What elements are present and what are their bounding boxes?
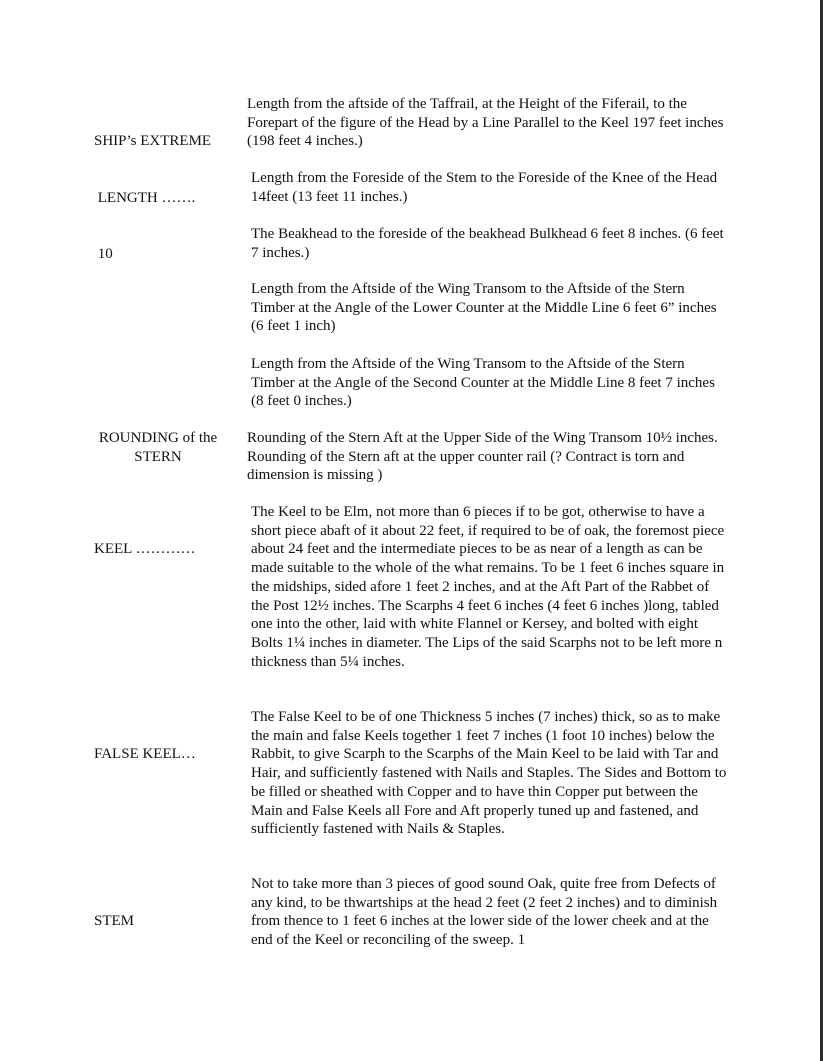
label-line: LENGTH …….	[94, 189, 196, 206]
label-line: STEM	[94, 913, 135, 930]
label-line: FALSE KEEL…	[94, 746, 196, 763]
label-line: 10	[94, 245, 113, 262]
entry-text: The Keel to be Elm, not more than 6 pieces if to be got, otherwise to have a short piece abaft of it about 22 feet, if required to be of oak, the foremost piece about 24 feet and the intermediate pieces to be as near of a length as can be made suitable to the whole of the what remains. To be 1 feet 6 inches square in the midships, sided afore 1 feet 2 inches, and at the Aft Part of the Rabbet of the Post 12½ inches. The Scarphs 4 feet 6 inches (4 feet 6 inches )long, tabled one into the other, laid with white Flannel or Kersey, and bolted with eight Bolts 1¼ inches in diameter. The Lips of the said Scarphs not to be left more n thickness than 5¼ inches.	[251, 504, 725, 670]
entry-text: The Beakhead to the foreside of the beakhead Bulkhead 6 feet 8 inches. (6 feet 7 inches.)	[251, 226, 724, 261]
label-line: ROUNDING of the	[98, 430, 218, 446]
entry-text: Length from the Foreside of the Stem to the Foreside of the Knee of the Head 14feet (13 feet 11 inches.)	[251, 170, 718, 205]
entry-text: The False Keel to be of one Thickness 5 inches (7 inches) thick, so as to make the main and false Keels together 1 feet 7 inches (1 foot 10 inches) below the Rabbit, to give Scarph to the Scarphs of the Main Keel to be laid with Tar and Hair, and sufficiently fastened with Nails and Staples. The Sides and Bottom to be filled or sheathed with Copper and to have thin Copper put between the Main and False Keels all Fore and Aft properly tuned up and fastened, and sufficiently fastened with Nails & Staples.	[251, 709, 727, 838]
entry-label	[94, 503, 234, 597]
entry-label	[94, 708, 234, 802]
entry-text: Rounding of the Stern Aft at the Upper Side of the Wing Transom 10½ inches. Rounding of the Stern aft at the upper counter rail (? Contract is torn and dimension is missing )	[247, 430, 718, 484]
label-line: STERN	[134, 448, 182, 465]
entry-label	[94, 95, 234, 301]
entry-text: Length from the aftside of the Taffrail, at the Height of the Fiferail, to the Forepart of the figure of the Head by a Line Parallel to the Keel 197 feet inches (198 feet 4 inches.)	[247, 96, 724, 150]
label-line: SHIP’s EXTREME	[94, 133, 212, 150]
entry-label	[94, 429, 222, 466]
entry-text: Not to take more than 3 pieces of good sound Oak, quite free from Defects of any kind, to be thwartships at the head 2 feet (2 feet 2 inches) and to diminish from thence to 1 feet 6 inches at the lower side of the lower cheek and at the end of the Keel or reconciling of the sweep. 1	[251, 876, 718, 949]
entry-label	[94, 875, 234, 969]
entry-text: Length from the Aftside of the Wing Transom to the Aftside of the Stern Timber at the Angle of the Second Counter at the Middle Line 8 feet 7 inches (8 feet 0 inches.)	[251, 356, 715, 410]
entry-text: Length from the Aftside of the Wing Transom to the Aftside of the Stern Timber at the Angle of the Lower Counter at the Middle Line 6 feet 6” inches (6 feet 1 inch)	[251, 281, 717, 335]
label-line: KEEL …………	[94, 541, 196, 558]
